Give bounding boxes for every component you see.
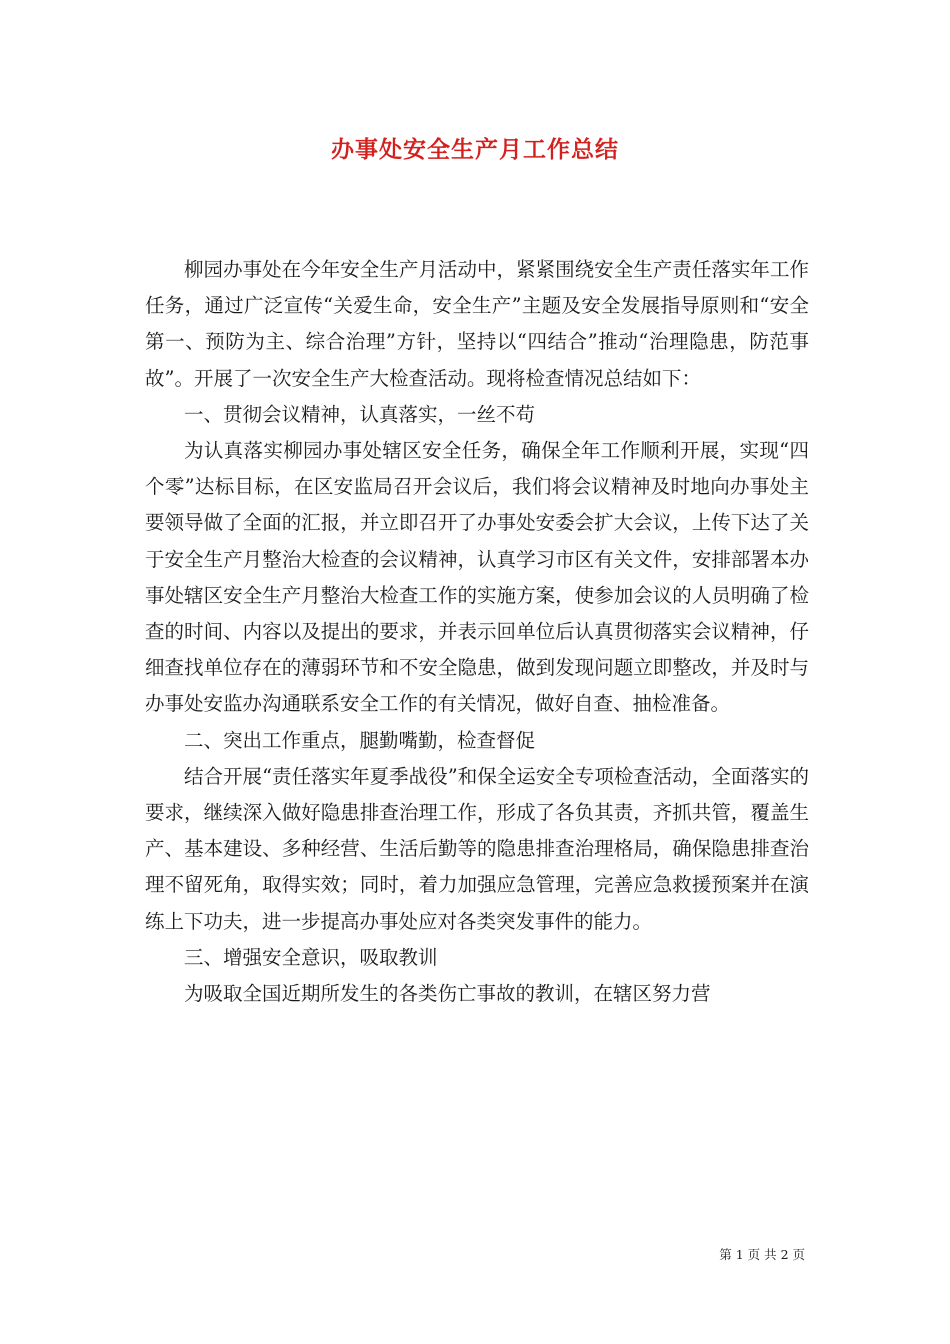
section-heading-3: 三、增强安全意识，吸取教训: [184, 945, 438, 969]
paragraph-section-1: 为认真落实柳园办事处辖区安全任务，确保全年工作顺利开展，实现“四个零”达标目标，在区安监局召开会议后，我们将会议精神及时地向办事处主要领导做了全面的汇报，并立即召开了办事处安委会扩大会议，上传下达了关于安全生产月整治大检查的会议精神，认真学习市区有关文件，安排部署本办事处辖区安全生产月整治大检查工作的实施方案，使参加会议的人员明确了检查的时间、内容以及提出的要求，并表示回单位后认真贯彻落实会议精神，仔细查找单位存在的薄弱环节和不安全隐患，做到发现问题立即整改，并及时与办事处安监办沟通联系安全工作的有关情况，做好自查、抽检准备。: [145, 439, 809, 716]
document-body: [145, 252, 809, 1012]
page-title: 办事处安全生产月工作总结: [331, 136, 619, 163]
section-heading-2: 二、突出工作重点，腿勤嘴勤，检查督促: [184, 728, 536, 752]
section-heading-1: 一、贯彻会议精神，认真落实，一丝不苟: [184, 402, 536, 426]
paragraph-section-3: 为吸取全国近期所发生的各类伤亡事故的教训，在辖区努力营: [184, 982, 711, 1006]
page-number-footer: 第 1 页 共 2 页: [719, 1247, 805, 1262]
paragraph-intro: 柳园办事处在今年安全生产月活动中，紧紧围绕安全生产责任落实年工作任务，通过广泛宣传“关爱生命，安全生产”主题及安全发展指导原则和“安全第一、预防为主、综合治理”方针，坚持以“四结合”推动“治理隐患，防范事故”。开展了一次安全生产大检查活动。现将检查情况总结如下：: [145, 258, 809, 390]
paragraph-section-2: 结合开展“责任落实年夏季战役”和保全运安全专项检查活动，全面落实的要求，继续深入做好隐患排查治理工作，形成了各负其责，齐抓共管，覆盖生产、基本建设、多种经营、生活后勤等的隐患排查治理格局，确保隐患排查治理不留死角，取得实效；同时，着力加强应急管理，完善应急救援预案并在演练上下功夫，进一步提高办事处应对各类突发事件的能力。: [145, 764, 809, 933]
